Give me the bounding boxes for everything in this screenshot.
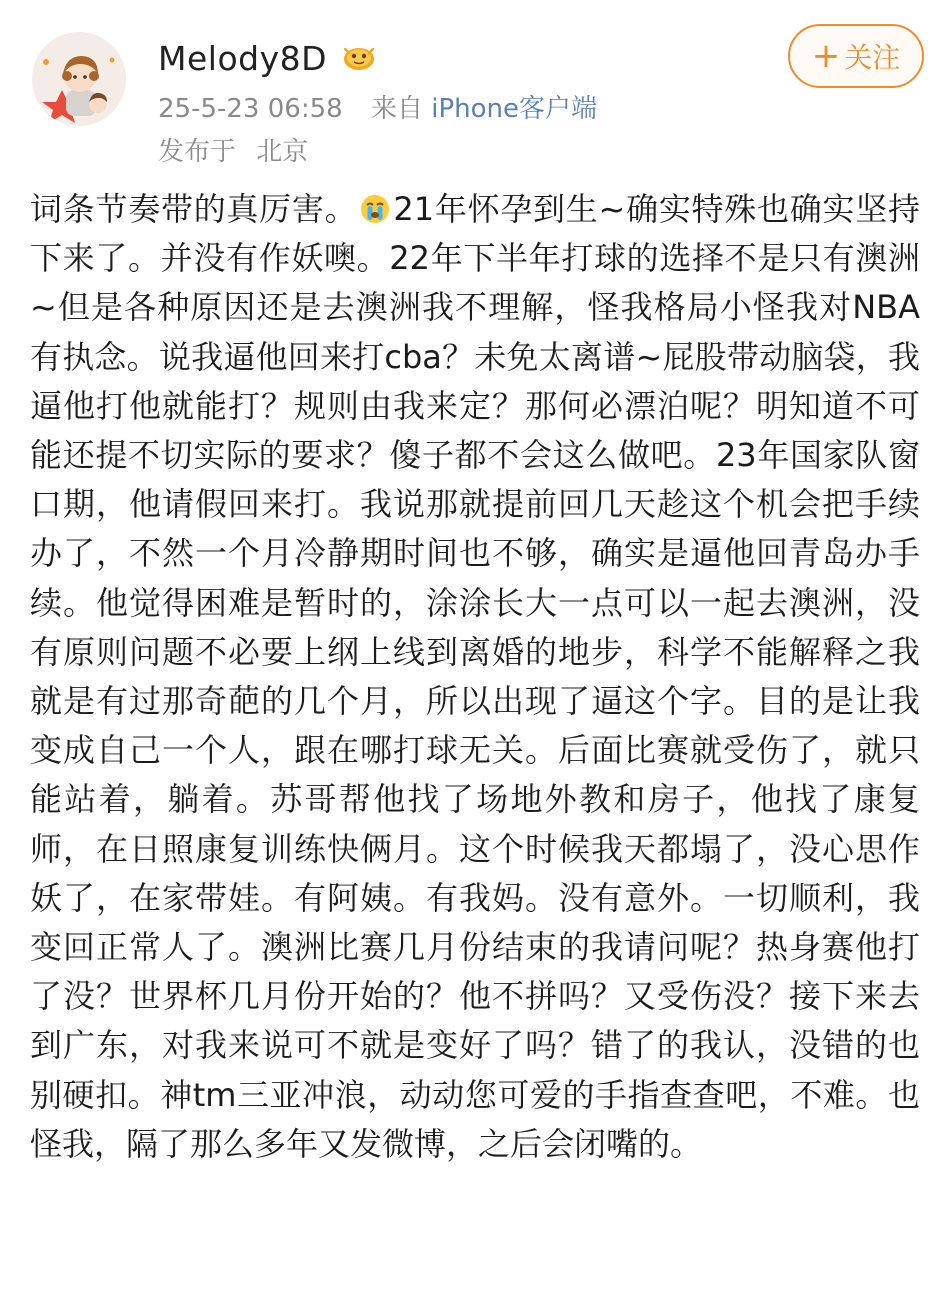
location-prefix: 发布于 bbox=[158, 137, 237, 167]
post-location bbox=[158, 131, 308, 168]
source-prefix: 来自 bbox=[370, 94, 423, 124]
avatar[interactable] bbox=[32, 32, 126, 126]
plus-icon: + bbox=[811, 36, 841, 76]
avatar-illustration bbox=[32, 32, 126, 126]
crying-face-emoji-icon bbox=[359, 190, 391, 222]
post-text-part-1: 词条节奏带的真厉害。 bbox=[30, 190, 358, 228]
user-name-row bbox=[158, 34, 379, 82]
post-text-part-2: 21年怀孕到生~确实特殊也确实坚持下来了。并没有作妖噢。22年下半年打球的选择不是只有澳洲~但是各种原因还是去澳洲我不理解，怪我格局小怪我对NBA 有执念。说我逼他回来打cba？未免太离谱~屁股带动脑袋，我逼他打他就能打？规则由我来定？那何必漂泊呢？明知道不可能还提不切实际的要求？傻子都不会这么做吧。23年国家队窗口期，他请假回来打。我说那就提前回几天趁这个机会把手续办了，不然一个月冷静期时间也不够，确实是逼他回青岛办手续。他觉得困难是暂时的，涂涂长大一点可以一起去澳洲，没有原则问题不必要上纲上线到离婚的地步，科学不能解释之我就是有过那奇葩的几个月，所以出现了逼这个字。目的是让我变成自己一个人，跟在哪打球无关。后面比赛就受伤了，就只能站着，躺着。苏哥帮他找了场地外教和房子，他找了康复师，在日照康复训练快俩月。这个时候我天都塌了，没心思作妖了，在家带娃。有阿姨。有我妈。没有意外。一切顺利，我变回正常人了。澳洲比赛几月份结束的我请问呢？热身赛他打了没？世界杯几月份开始的？他不拼吗？又受伤没？接下来去到广东，对我来说可不就是变好了吗？错了的我认，没错的也别硬扣。神tm三亚冲浪，动动您可爱的手指查查吧，不难。也怪我，隔了那么多年又发微博，之后会闭嘴的。 bbox=[30, 190, 920, 1163]
source-device-link[interactable]: iPhone客户端 bbox=[431, 94, 597, 124]
post-time: 25-5-23 06:58 bbox=[158, 94, 343, 124]
post-meta bbox=[158, 88, 597, 125]
follow-button[interactable] bbox=[788, 24, 924, 88]
vip-badge-icon[interactable] bbox=[339, 43, 379, 73]
post-content bbox=[30, 185, 920, 1169]
post-header bbox=[0, 0, 948, 180]
location-city: 北京 bbox=[256, 137, 309, 167]
follow-button-label: 关注 bbox=[844, 41, 901, 74]
user-name[interactable]: Melody8D bbox=[158, 38, 328, 78]
